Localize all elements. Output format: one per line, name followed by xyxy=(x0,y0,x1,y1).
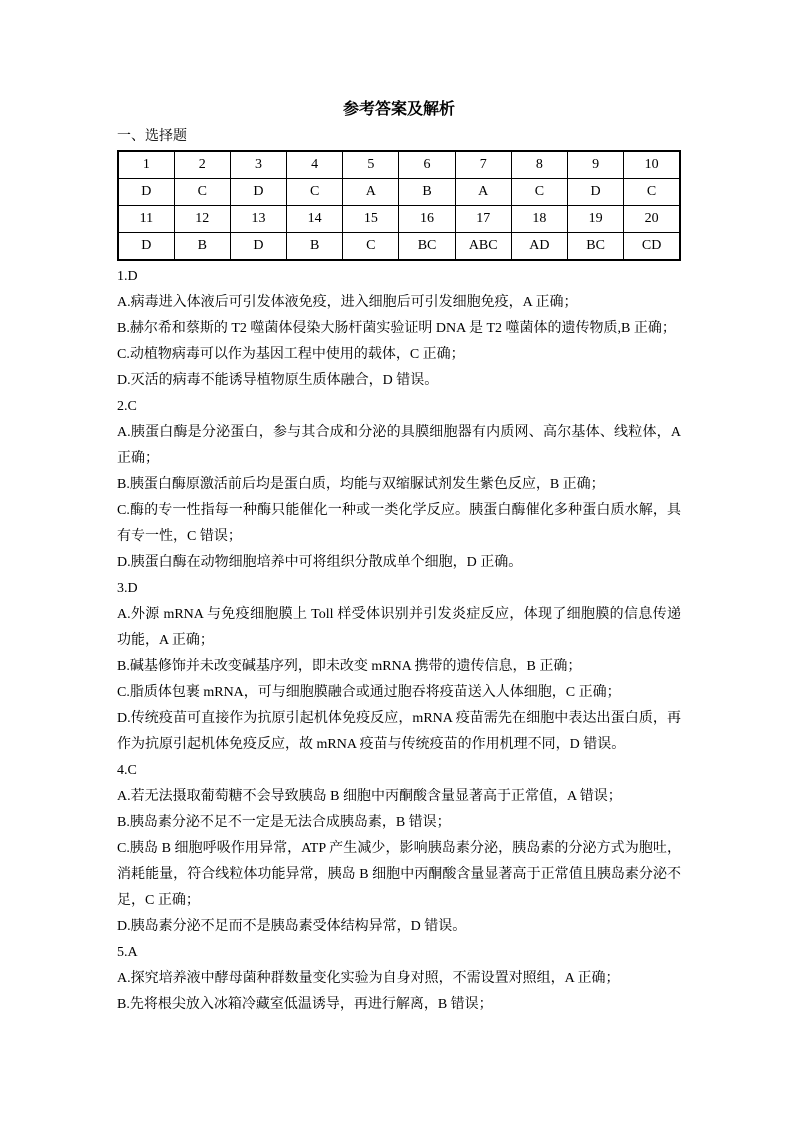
explanation-line: B.赫尔希和蔡斯的 T2 噬菌体侵染大肠杆菌实验证明 DNA 是 T2 噬菌体的遗传物质,B 正确； xyxy=(117,321,676,336)
explanation-line: D.胰蛋白酶在动物细胞培养中可将组织分散成单个细胞，D 正确。 xyxy=(117,555,523,570)
answer-cell: C xyxy=(174,179,230,206)
explanation-line: B.碱基修饰并未改变碱基序列，即未改变 mRNA 携带的遗传信息，B 正确； xyxy=(117,659,582,674)
question-number-cell: 11 xyxy=(118,206,174,233)
question-answer-heading: 1.D xyxy=(117,269,138,284)
question-number-cell: 19 xyxy=(568,206,624,233)
question-number-cell: 16 xyxy=(399,206,455,233)
answer-cell: C xyxy=(343,233,399,261)
explanation-line: A.病毒进入体液后可引发体液免疫，进入细胞后可引发细胞免疫，A 正确； xyxy=(117,295,578,310)
explanation-line: C.酶的专一性指每一种酶只能催化一种或一类化学反应。胰蛋白酶催化多种蛋白质水解，具有专一性，C 错误； xyxy=(117,503,681,544)
question-number-cell: 7 xyxy=(455,151,511,179)
question-answer-heading: 5.A xyxy=(117,945,138,960)
answer-cell: D xyxy=(118,179,174,206)
answer-cell: C xyxy=(287,179,343,206)
question-number-row xyxy=(118,151,680,179)
question-number-cell: 4 xyxy=(287,151,343,179)
question-number-cell: 15 xyxy=(343,206,399,233)
explanation-line: D.胰岛素分泌不足而不是胰岛素受体结构异常，D 错误。 xyxy=(117,919,467,934)
section-heading: 一、选择题 xyxy=(117,129,187,144)
question-number-cell: 10 xyxy=(624,151,680,179)
answer-cell: D xyxy=(230,179,286,206)
answer-cell: BC xyxy=(568,233,624,261)
question-number-cell: 8 xyxy=(511,151,567,179)
question-number-cell: 17 xyxy=(455,206,511,233)
document-page xyxy=(117,98,681,1018)
explanation-line: C.胰岛 B 细胞呼吸作用异常，ATP 产生减少，影响胰岛素分泌，胰岛素的分泌方式为胞吐，消耗能量，符合线粒体功能异常，胰岛 B 细胞中丙酮酸含量显著高于正常值且胰岛素分泌不足，C 正确； xyxy=(117,841,681,908)
question-number-cell: 2 xyxy=(174,151,230,179)
answer-cell: CD xyxy=(624,233,680,261)
answer-cell: C xyxy=(624,179,680,206)
question-number-cell: 1 xyxy=(118,151,174,179)
answer-cell: BC xyxy=(399,233,455,261)
question-answer-heading: 2.C xyxy=(117,399,137,414)
explanation-line: B.胰蛋白酶原激活前后均是蛋白质，均能与双缩脲试剂发生紫色反应，B 正确； xyxy=(117,477,605,492)
question-number-cell: 9 xyxy=(568,151,624,179)
question-answer-heading: 4.C xyxy=(117,763,137,778)
explanation-line: C.动植物病毒可以作为基因工程中使用的载体，C 正确； xyxy=(117,347,465,362)
explanation-line: A.胰蛋白酶是分泌蛋白，参与其合成和分泌的具膜细胞器有内质网、高尔基体、线粒体，A 正确； xyxy=(117,425,681,466)
answer-cell: A xyxy=(343,179,399,206)
answer-cell: B xyxy=(399,179,455,206)
explanations xyxy=(117,264,681,1018)
question-number-cell: 13 xyxy=(230,206,286,233)
question-number-cell: 3 xyxy=(230,151,286,179)
answer-table xyxy=(117,150,681,261)
answer-cell: D xyxy=(118,233,174,261)
question-number-cell: 5 xyxy=(343,151,399,179)
explanation-line: A.探究培养液中酵母菌种群数量变化实验为自身对照，不需设置对照组，A 正确； xyxy=(117,971,620,986)
question-number-cell: 18 xyxy=(511,206,567,233)
question-number-cell: 12 xyxy=(174,206,230,233)
explanation-line: B.胰岛素分泌不足不一定是无法合成胰岛素，B 错误； xyxy=(117,815,451,830)
answer-cell: ABC xyxy=(455,233,511,261)
explanation-line: D.灭活的病毒不能诱导植物原生质体融合，D 错误。 xyxy=(117,373,439,388)
answer-row xyxy=(118,179,680,206)
question-number-cell: 14 xyxy=(287,206,343,233)
answer-row xyxy=(118,233,680,261)
answer-cell: D xyxy=(230,233,286,261)
explanation-line: A.外源 mRNA 与免疫细胞膜上 Toll 样受体识别并引发炎症反应，体现了细胞膜的信息传递功能，A 正确； xyxy=(117,607,681,648)
page-title: 参考答案及解析 xyxy=(342,101,455,118)
explanation-line: D.传统疫苗可直接作为抗原引起机体免疫反应，mRNA 疫苗需先在细胞中表达出蛋白质，再作为抗原引起机体免疫反应，故 mRNA 疫苗与传统疫苗的作用机理不同，D 错误。 xyxy=(117,711,681,752)
answer-cell: C xyxy=(511,179,567,206)
question-number-cell: 6 xyxy=(399,151,455,179)
explanation-line: B.先将根尖放入冰箱冷藏室低温诱导，再进行解离，B 错误； xyxy=(117,997,493,1012)
answer-cell: B xyxy=(174,233,230,261)
answer-cell: B xyxy=(287,233,343,261)
question-number-row xyxy=(118,206,680,233)
question-answer-heading: 3.D xyxy=(117,581,138,596)
question-number-cell: 20 xyxy=(624,206,680,233)
explanation-line: C.脂质体包裹 mRNA，可与细胞膜融合或通过胞吞将疫苗送入人体细胞，C 正确； xyxy=(117,685,621,700)
answer-cell: D xyxy=(568,179,624,206)
answer-cell: AD xyxy=(511,233,567,261)
explanation-line: A.若无法摄取葡萄糖不会导致胰岛 B 细胞中丙酮酸含量显著高于正常值，A 错误； xyxy=(117,789,622,804)
answer-cell: A xyxy=(455,179,511,206)
